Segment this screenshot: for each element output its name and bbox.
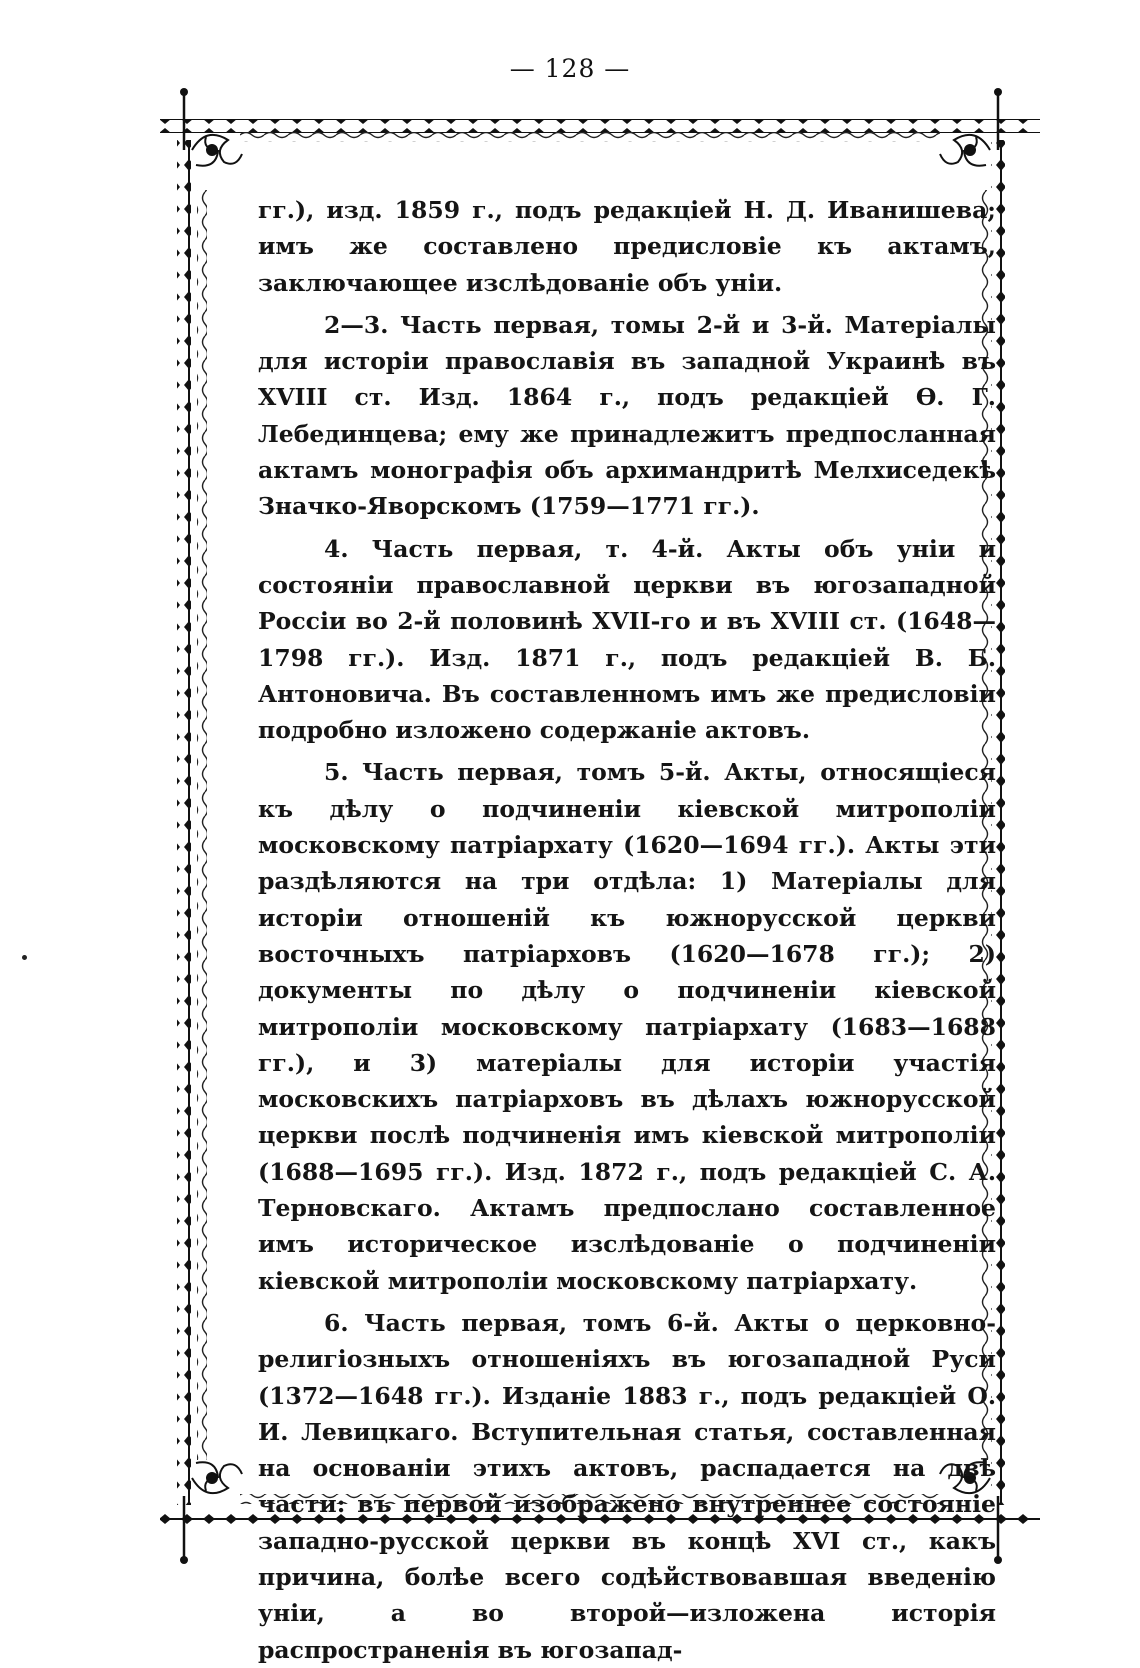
body-text — [258, 192, 996, 1668]
paragraph-item-4: 4. Часть первая, т. 4-й. Акты объ уніи и состояніи православной церкви въ югозападной Россіи во 2-й половинѣ XVII-го и въ XVIII ст. (1648—1798 гг.). Изд. 1871 г., подъ редакціей В. Б. Антоновича. Въ составленномъ имъ же предисловіи подробно изложено содержаніе актовъ. — [258, 534, 996, 745]
stray-ink-dot — [22, 955, 27, 960]
corner-flourish-top-left — [192, 135, 242, 166]
paragraph-item-5: 5. Часть первая, томъ 5-й. Акты, относящіеся къ дѣлу о подчиненіи кіевской митрополіи московскому патріархату (1620—1694 гг.). Акты эти раздѣляются на три отдѣла: 1) Матеріалы для исторіи отношеній къ южнорусской церкви восточныхъ патріарховъ (1620—1678 гг.); 2) документы по дѣлу о подчиненіи кіевской митрополіи московскому патріархату (1683—1688 гг.), и 3) матеріалы для исторіи участія московскихъ патріарховъ въ дѣлахъ южнорусской церкви послѣ подчиненія имъ кіевской митрополіи (1688—1695 гг.). Изд. 1872 г., подъ редакціей С. А. Терновскаго. Актамъ предпослано составленное имъ историческое изслѣдованіе о подчиненіи кіевской митрополіи московскому патріархату. — [258, 758, 996, 1295]
corner-flourish-bottom-left — [192, 1462, 242, 1493]
border-left-wave — [197, 190, 207, 1460]
page-number: — 128 — — [509, 54, 631, 83]
corner-flourish-top-right — [940, 135, 990, 166]
border-top-chain — [160, 119, 1040, 133]
border-left-chain — [177, 140, 191, 1505]
border-top-wave — [240, 132, 940, 142]
paragraph-item-6: 6. Часть первая, томъ 6-й. Акты о церковно-религіозныхъ отношеніяхъ въ югозападной Руси (1372—1648 гг.). Изданіе 1883 г., подъ редакціей О. И. Левицкаго. Вступительная статья, составленная на основаніи этихъ актовъ, распадается на двѣ части: въ первой изображено внутреннее состояніе западно-русской церкви въ концѣ XVI ст., какъ причина, болѣе всего содѣйствовавшая введенію уніи, а во второй—изложена исторія распространенія въ югозапад- — [258, 1308, 996, 1664]
paragraph-continuation: гг.), изд. 1859 г., подъ редакціей Н. Д. Иванишева; имъ же составлено предисловіе къ актамъ, заключающее изслѣдованіе объ уніи. — [258, 196, 996, 297]
paragraph-item-2-3: 2—3. Часть первая, томы 2-й и 3-й. Матеріалы для исторіи православія въ западной Украинѣ въ XVIII ст. Изд. 1864 г., подъ редакціей Ѳ. Г. Лебединцева; ему же принадлежитъ предпосланная актамъ монографія объ архимандритѣ Мелхиседекѣ Значко-Яворскомъ (1759—1771 гг.). — [258, 310, 996, 521]
